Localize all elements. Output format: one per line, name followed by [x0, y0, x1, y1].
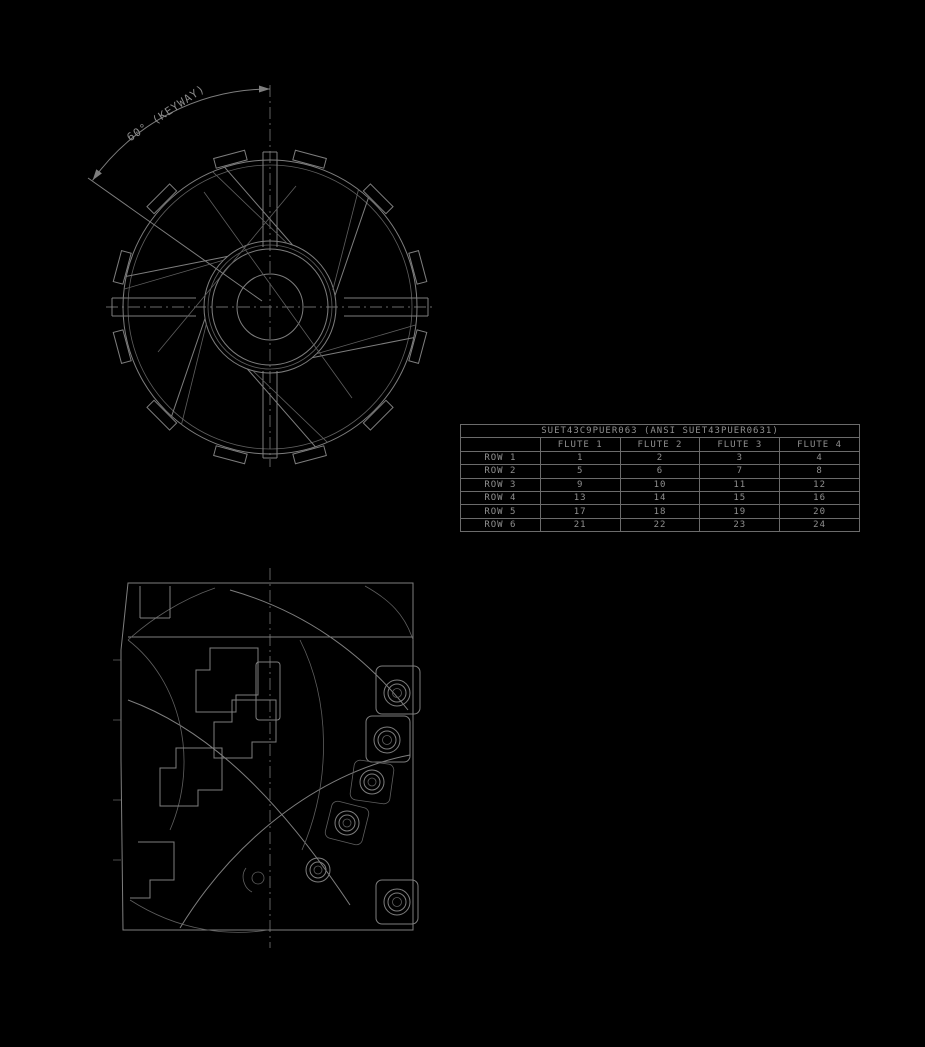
cell: 20 [780, 505, 860, 518]
right-insert-screws [306, 666, 420, 924]
coolant-port-detail [243, 868, 264, 892]
screw-head-1 [384, 680, 410, 706]
cell: 17 [540, 505, 620, 518]
cell: 6 [620, 465, 700, 478]
table-title: SUET43C9PUER063 (ANSI SUET43PUER0631) [461, 425, 860, 438]
cell: 21 [540, 518, 620, 531]
table-title-row [461, 425, 860, 438]
dimension-arrowhead-left [93, 169, 102, 180]
table-row [461, 451, 860, 464]
column-header-flute-2: FLUTE 2 [620, 438, 700, 451]
cell: 15 [700, 491, 780, 504]
cell: 10 [620, 478, 700, 491]
left-insert-pockets [113, 648, 280, 898]
keyway-dimension-label: 60° (KEYWAY) [124, 82, 208, 145]
row-label: ROW 4 [461, 491, 541, 504]
cell: 16 [780, 491, 860, 504]
row-label: ROW 3 [461, 478, 541, 491]
flute-helix-curves [128, 590, 410, 928]
side-view-drawing [113, 568, 420, 948]
top-view-drawing [88, 82, 434, 467]
row-label: ROW 2 [461, 465, 541, 478]
column-header-flute-1: FLUTE 1 [540, 438, 620, 451]
screw-head-6 [384, 889, 410, 915]
cell: 23 [700, 518, 780, 531]
table-header-row [461, 438, 860, 451]
table-corner-cell [461, 438, 541, 451]
cell: 18 [620, 505, 700, 518]
screw-head-2 [374, 727, 400, 753]
cell: 2 [620, 451, 700, 464]
top-view-centerlines [106, 85, 434, 467]
cell: 7 [700, 465, 780, 478]
cell: 8 [780, 465, 860, 478]
column-header-flute-3: FLUTE 3 [700, 438, 780, 451]
cell: 11 [700, 478, 780, 491]
cell: 19 [700, 505, 780, 518]
cell: 14 [620, 491, 700, 504]
table-row [461, 491, 860, 504]
keyway-notch [140, 586, 170, 618]
cell: 3 [700, 451, 780, 464]
cell: 13 [540, 491, 620, 504]
table-row [461, 518, 860, 531]
cell: 22 [620, 518, 700, 531]
row-label: ROW 6 [461, 518, 541, 531]
table-row [461, 465, 860, 478]
cell: 5 [540, 465, 620, 478]
table-row [461, 478, 860, 491]
insert-position-table [460, 424, 860, 532]
screw-head-3 [360, 770, 384, 794]
screw-head-5 [306, 858, 330, 882]
cell: 12 [780, 478, 860, 491]
row-label: ROW 1 [461, 451, 541, 464]
row-label: ROW 5 [461, 505, 541, 518]
cell: 1 [540, 451, 620, 464]
cell: 4 [780, 451, 860, 464]
table-row [461, 505, 860, 518]
dimension-arrowhead-top [259, 86, 270, 93]
cell: 24 [780, 518, 860, 531]
column-header-flute-4: FLUTE 4 [780, 438, 860, 451]
screw-head-4 [335, 811, 359, 835]
cell: 9 [540, 478, 620, 491]
